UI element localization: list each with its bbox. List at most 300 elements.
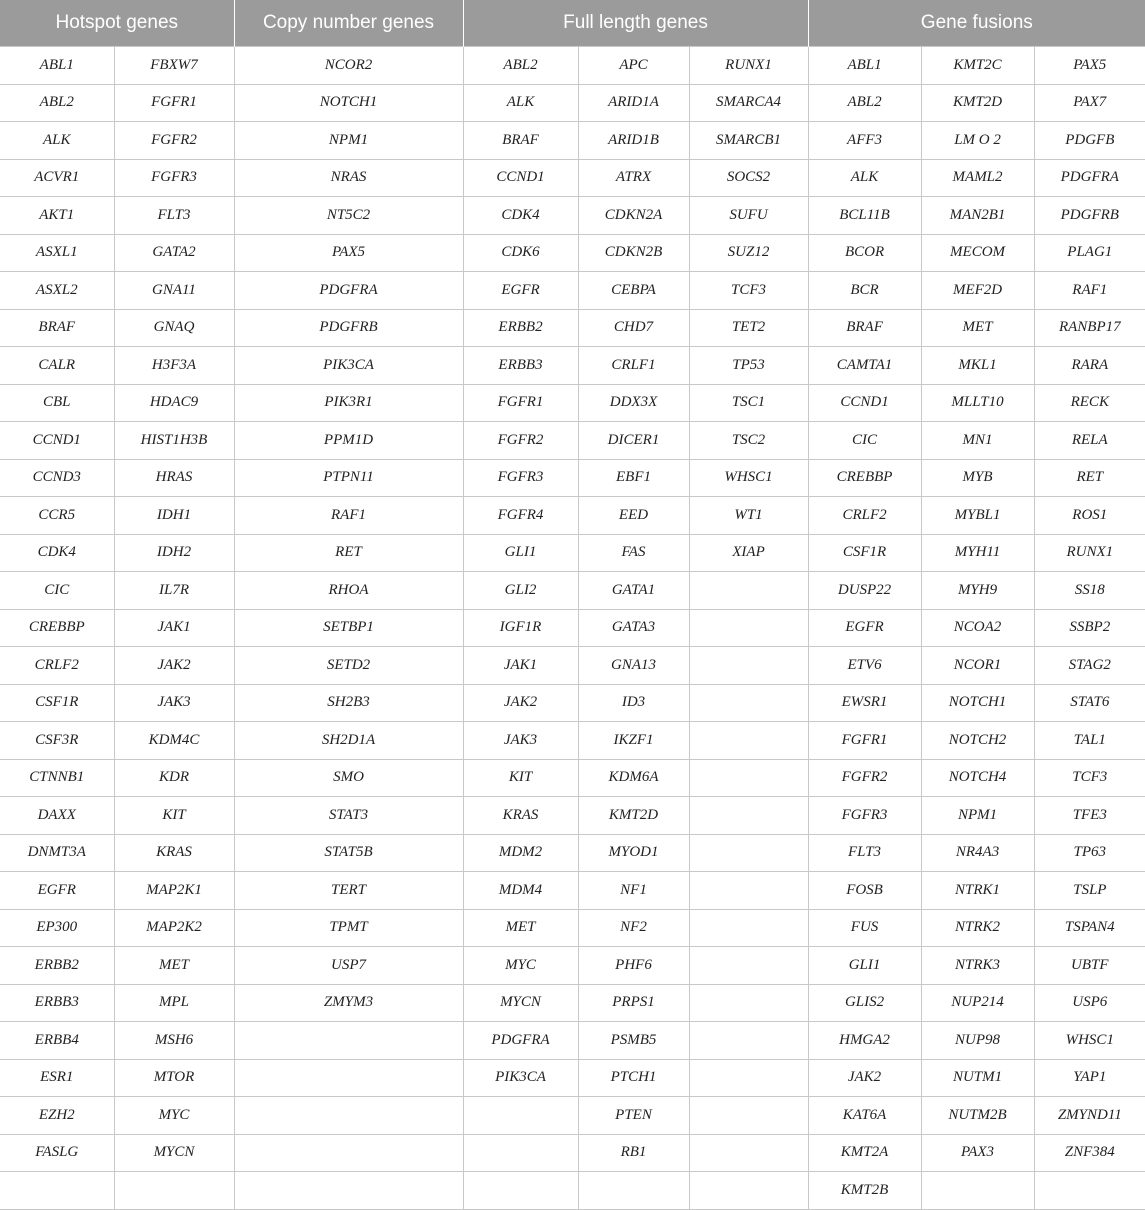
gene-cell: FGFR3 [463,459,578,497]
gene-cell: JAK1 [463,647,578,685]
gene-cell: PPM1D [234,422,463,460]
gene-cell: MLLT10 [921,384,1034,422]
gene-cell [689,684,808,722]
gene-cell: ERBB4 [0,1022,114,1060]
table-row [0,122,1145,160]
gene-cell: MPL [114,984,234,1022]
gene-cell: MYC [463,947,578,985]
gene-cell: MYCN [463,984,578,1022]
gene-cell: BCR [808,272,921,310]
gene-cell [463,1134,578,1172]
gene-cell [689,909,808,947]
table-row [0,647,1145,685]
gene-cell: KIT [463,759,578,797]
gene-cell: WHSC1 [1034,1022,1145,1060]
gene-cell [1034,1172,1145,1210]
gene-cell [234,1059,463,1097]
gene-cell: ERBB2 [463,309,578,347]
gene-cell: CRLF1 [578,347,689,385]
table-row [0,572,1145,610]
table-row [0,834,1145,872]
gene-cell: STAT3 [234,797,463,835]
gene-cell: MAP2K1 [114,872,234,910]
gene-cell [689,1134,808,1172]
gene-cell: KDR [114,759,234,797]
gene-cell: TCF3 [1034,759,1145,797]
gene-cell: SUZ12 [689,234,808,272]
gene-cell: ABL2 [0,84,114,122]
gene-cell: MKL1 [921,347,1034,385]
gene-cell: CDK6 [463,234,578,272]
gene-cell: KDM6A [578,759,689,797]
gene-cell [689,572,808,610]
gene-cell: RET [1034,459,1145,497]
gene-cell: CSF1R [808,534,921,572]
gene-cell: PHF6 [578,947,689,985]
table-row [0,1059,1145,1097]
header-row [0,0,1145,47]
gene-cell: ABL2 [463,47,578,85]
gene-cell: CCND3 [0,459,114,497]
gene-cell: PIK3CA [463,1059,578,1097]
gene-cell [463,1172,578,1210]
gene-cell: CRLF2 [0,647,114,685]
gene-cell: FUS [808,909,921,947]
table-row [0,497,1145,535]
gene-cell: GLI1 [808,947,921,985]
gene-cell: FOSB [808,872,921,910]
gene-cell: PSMB5 [578,1022,689,1060]
gene-cell [689,872,808,910]
gene-cell: PDGFRB [1034,197,1145,235]
header-hotspot-genes: Hotspot genes [0,0,234,47]
gene-cell: MSH6 [114,1022,234,1060]
gene-cell: NOTCH1 [234,84,463,122]
gene-cell: PTPN11 [234,459,463,497]
gene-cell: EZH2 [0,1097,114,1135]
gene-cell: NPM1 [234,122,463,160]
table-row [0,1134,1145,1172]
gene-cell [689,834,808,872]
gene-cell [689,1059,808,1097]
gene-cell [234,1134,463,1172]
gene-cell: NUTM1 [921,1059,1034,1097]
gene-cell: MET [463,909,578,947]
gene-cell: SS18 [1034,572,1145,610]
gene-cell: UBTF [1034,947,1145,985]
gene-cell: MTOR [114,1059,234,1097]
gene-cell: IL7R [114,572,234,610]
gene-cell: DNMT3A [0,834,114,872]
gene-cell: SH2D1A [234,722,463,760]
gene-cell: MYB [921,459,1034,497]
table-row [0,459,1145,497]
gene-cell [689,1097,808,1135]
table-row [0,722,1145,760]
gene-cell: TSLP [1034,872,1145,910]
gene-cell: PAX5 [234,234,463,272]
gene-cell: GNAQ [114,309,234,347]
gene-cell [689,759,808,797]
gene-cell: HMGA2 [808,1022,921,1060]
gene-cell: STAG2 [1034,647,1145,685]
table-row [0,797,1145,835]
gene-cell: ACVR1 [0,159,114,197]
gene-cell: ABL1 [0,47,114,85]
gene-cell: HDAC9 [114,384,234,422]
gene-cell: SH2B3 [234,684,463,722]
gene-cell: ERBB3 [0,984,114,1022]
gene-cell: ERBB2 [0,947,114,985]
gene-cell: JAK2 [808,1059,921,1097]
gene-cell: JAK3 [114,684,234,722]
gene-cell: TP63 [1034,834,1145,872]
gene-cell: PDGFRA [1034,159,1145,197]
gene-cell: JAK3 [463,722,578,760]
gene-cell: CCND1 [0,422,114,460]
gene-cell: TET2 [689,309,808,347]
gene-cell: TSC1 [689,384,808,422]
gene-cell: RB1 [578,1134,689,1172]
gene-cell: ROS1 [1034,497,1145,535]
table-row [0,309,1145,347]
gene-cell: APC [578,47,689,85]
gene-cell: BRAF [0,309,114,347]
gene-cell: BRAF [463,122,578,160]
gene-cell: ABL1 [808,47,921,85]
header-copy-number-genes: Copy number genes [234,0,463,47]
gene-cell: SSBP2 [1034,609,1145,647]
gene-cell: ARID1B [578,122,689,160]
gene-cell: H3F3A [114,347,234,385]
gene-cell: SETBP1 [234,609,463,647]
gene-cell: TERT [234,872,463,910]
gene-cell: GNA13 [578,647,689,685]
gene-cell: GATA1 [578,572,689,610]
gene-cell: MET [921,309,1034,347]
gene-cell [689,609,808,647]
gene-cell [0,1172,114,1210]
gene-cell: MAN2B1 [921,197,1034,235]
gene-cell: CHD7 [578,309,689,347]
gene-cell: KRAS [463,797,578,835]
gene-cell: PDGFRB [234,309,463,347]
gene-cell: PAX7 [1034,84,1145,122]
gene-cell: AKT1 [0,197,114,235]
gene-cell: STAT5B [234,834,463,872]
gene-cell: RAF1 [1034,272,1145,310]
gene-cell: CEBPA [578,272,689,310]
gene-cell [463,1097,578,1135]
header-gene-fusions: Gene fusions [808,0,1145,47]
gene-cell: MYH9 [921,572,1034,610]
gene-cell [689,797,808,835]
gene-cell: ALK [463,84,578,122]
gene-cell [689,1172,808,1210]
gene-cell: EBF1 [578,459,689,497]
gene-cell: IDH1 [114,497,234,535]
gene-cell: FASLG [0,1134,114,1172]
gene-cell: FAS [578,534,689,572]
gene-table-body [0,47,1145,1210]
table-row [0,84,1145,122]
gene-cell: MEF2D [921,272,1034,310]
gene-cell: CRLF2 [808,497,921,535]
gene-cell: FLT3 [114,197,234,235]
gene-cell: RELA [1034,422,1145,460]
gene-cell: NOTCH1 [921,684,1034,722]
gene-cell: STAT6 [1034,684,1145,722]
gene-cell: YAP1 [1034,1059,1145,1097]
gene-cell: SMO [234,759,463,797]
gene-cell: PDGFRA [234,272,463,310]
gene-cell: PAX5 [1034,47,1145,85]
gene-cell: PLAG1 [1034,234,1145,272]
gene-cell: XIAP [689,534,808,572]
gene-cell: NUTM2B [921,1097,1034,1135]
gene-cell: NF1 [578,872,689,910]
table-row [0,909,1145,947]
gene-cell: HIST1H3B [114,422,234,460]
gene-cell: BRAF [808,309,921,347]
gene-cell: KMT2A [808,1134,921,1172]
gene-cell: SETD2 [234,647,463,685]
table-row [0,1097,1145,1135]
gene-cell: FGFR3 [808,797,921,835]
gene-cell: FGFR3 [114,159,234,197]
gene-cell: CSF1R [0,684,114,722]
gene-cell: CBL [0,384,114,422]
gene-cell [689,947,808,985]
gene-cell: LM O 2 [921,122,1034,160]
gene-cell: CDK4 [0,534,114,572]
gene-cell: RECK [1034,384,1145,422]
table-row [0,684,1145,722]
gene-cell: RARA [1034,347,1145,385]
gene-cell: EED [578,497,689,535]
table-row [0,197,1145,235]
gene-cell: ATRX [578,159,689,197]
gene-cell: GLIS2 [808,984,921,1022]
gene-cell: RUNX1 [689,47,808,85]
gene-cell: MYC [114,1097,234,1135]
gene-cell: USP7 [234,947,463,985]
gene-cell: SOCS2 [689,159,808,197]
gene-cell: MAML2 [921,159,1034,197]
gene-cell [234,1172,463,1210]
gene-cell: CDKN2A [578,197,689,235]
gene-cell: CCND1 [463,159,578,197]
gene-cell: NUP214 [921,984,1034,1022]
gene-cell: NCOR2 [234,47,463,85]
gene-cell: KMT2D [921,84,1034,122]
gene-cell: FGFR2 [463,422,578,460]
gene-cell: FGFR1 [808,722,921,760]
gene-cell: CAMTA1 [808,347,921,385]
gene-cell: JAK1 [114,609,234,647]
gene-cell: JAK2 [114,647,234,685]
gene-cell: NRAS [234,159,463,197]
table-row [0,609,1145,647]
gene-cell [689,1022,808,1060]
gene-cell: GLI1 [463,534,578,572]
table-row [0,347,1145,385]
gene-cell: KMT2B [808,1172,921,1210]
gene-cell: NUP98 [921,1022,1034,1060]
gene-cell: NOTCH4 [921,759,1034,797]
header-full-length-genes: Full length genes [463,0,808,47]
gene-cell: ZMYM3 [234,984,463,1022]
gene-cell: KIT [114,797,234,835]
gene-cell: CIC [808,422,921,460]
gene-cell: MDM4 [463,872,578,910]
gene-cell: USP6 [1034,984,1145,1022]
table-row [0,1172,1145,1210]
gene-cell: MAP2K2 [114,909,234,947]
gene-cell: NTRK2 [921,909,1034,947]
gene-cell: GATA2 [114,234,234,272]
gene-cell: SMARCA4 [689,84,808,122]
gene-cell: CIC [0,572,114,610]
gene-cell: PRPS1 [578,984,689,1022]
gene-cell: ARID1A [578,84,689,122]
gene-cell: NPM1 [921,797,1034,835]
gene-cell: NOTCH2 [921,722,1034,760]
gene-cell: RET [234,534,463,572]
table-row [0,384,1145,422]
gene-cell: ZMYND11 [1034,1097,1145,1135]
gene-cell: CDK4 [463,197,578,235]
gene-cell: TPMT [234,909,463,947]
gene-cell: CSF3R [0,722,114,760]
gene-cell [114,1172,234,1210]
gene-cell: IDH2 [114,534,234,572]
table-row [0,534,1145,572]
gene-cell: FGFR1 [463,384,578,422]
gene-cell: CCR5 [0,497,114,535]
gene-cell: KDM4C [114,722,234,760]
gene-cell: AFF3 [808,122,921,160]
gene-cell: SMARCB1 [689,122,808,160]
gene-cell: JAK2 [463,684,578,722]
gene-cell: FGFR1 [114,84,234,122]
gene-cell: DUSP22 [808,572,921,610]
gene-cell: DDX3X [578,384,689,422]
gene-cell: CALR [0,347,114,385]
gene-cell: BCOR [808,234,921,272]
gene-cell: DICER1 [578,422,689,460]
gene-cell: CDKN2B [578,234,689,272]
gene-cell: WT1 [689,497,808,535]
gene-cell: GATA3 [578,609,689,647]
gene-cell: ABL2 [808,84,921,122]
gene-cell: KMT2D [578,797,689,835]
gene-cell: PTEN [578,1097,689,1135]
gene-cell: RHOA [234,572,463,610]
gene-cell [234,1022,463,1060]
table-row [0,984,1145,1022]
gene-cell: PTCH1 [578,1059,689,1097]
gene-cell: FGFR4 [463,497,578,535]
gene-cell: BCL11B [808,197,921,235]
gene-cell: TCF3 [689,272,808,310]
gene-cell: IGF1R [463,609,578,647]
table-row [0,234,1145,272]
gene-cell: RANBP17 [1034,309,1145,347]
gene-cell: MDM2 [463,834,578,872]
gene-cell: NCOA2 [921,609,1034,647]
gene-cell: PDGFRA [463,1022,578,1060]
gene-cell: KRAS [114,834,234,872]
table-row [0,159,1145,197]
gene-cell: MECOM [921,234,1034,272]
gene-cell: MET [114,947,234,985]
gene-cell: NCOR1 [921,647,1034,685]
gene-cell: TFE3 [1034,797,1145,835]
gene-cell: MYH11 [921,534,1034,572]
gene-cell: HRAS [114,459,234,497]
gene-cell: CTNNB1 [0,759,114,797]
gene-cell: TSPAN4 [1034,909,1145,947]
gene-cell: TAL1 [1034,722,1145,760]
gene-cell: RUNX1 [1034,534,1145,572]
gene-cell: FGFR2 [808,759,921,797]
gene-cell: ETV6 [808,647,921,685]
gene-cell [234,1097,463,1135]
table-row [0,759,1145,797]
gene-cell: ASXL1 [0,234,114,272]
gene-cell: TP53 [689,347,808,385]
gene-cell: NR4A3 [921,834,1034,872]
gene-cell: EGFR [463,272,578,310]
gene-cell [689,647,808,685]
gene-cell: PDGFB [1034,122,1145,160]
gene-cell: MYBL1 [921,497,1034,535]
gene-cell: KAT6A [808,1097,921,1135]
gene-cell: FGFR2 [114,122,234,160]
gene-cell: ALK [0,122,114,160]
table-row [0,272,1145,310]
gene-cell: MYCN [114,1134,234,1172]
gene-cell: WHSC1 [689,459,808,497]
gene-cell: TSC2 [689,422,808,460]
table-row [0,47,1145,85]
gene-cell: CREBBP [808,459,921,497]
gene-cell [921,1172,1034,1210]
gene-cell: NTRK1 [921,872,1034,910]
gene-cell: MYOD1 [578,834,689,872]
gene-cell: PAX3 [921,1134,1034,1172]
gene-cell: RAF1 [234,497,463,535]
gene-cell: DAXX [0,797,114,835]
gene-cell: EWSR1 [808,684,921,722]
gene-cell: PIK3R1 [234,384,463,422]
gene-cell: NTRK3 [921,947,1034,985]
gene-cell: ZNF384 [1034,1134,1145,1172]
gene-cell: CREBBP [0,609,114,647]
gene-cell [578,1172,689,1210]
gene-cell [689,984,808,1022]
gene-cell: ESR1 [0,1059,114,1097]
gene-cell: NF2 [578,909,689,947]
table-row [0,422,1145,460]
gene-cell: MN1 [921,422,1034,460]
gene-cell: NT5C2 [234,197,463,235]
gene-cell: KMT2C [921,47,1034,85]
gene-cell: ASXL2 [0,272,114,310]
table-row [0,872,1145,910]
gene-cell: CCND1 [808,384,921,422]
